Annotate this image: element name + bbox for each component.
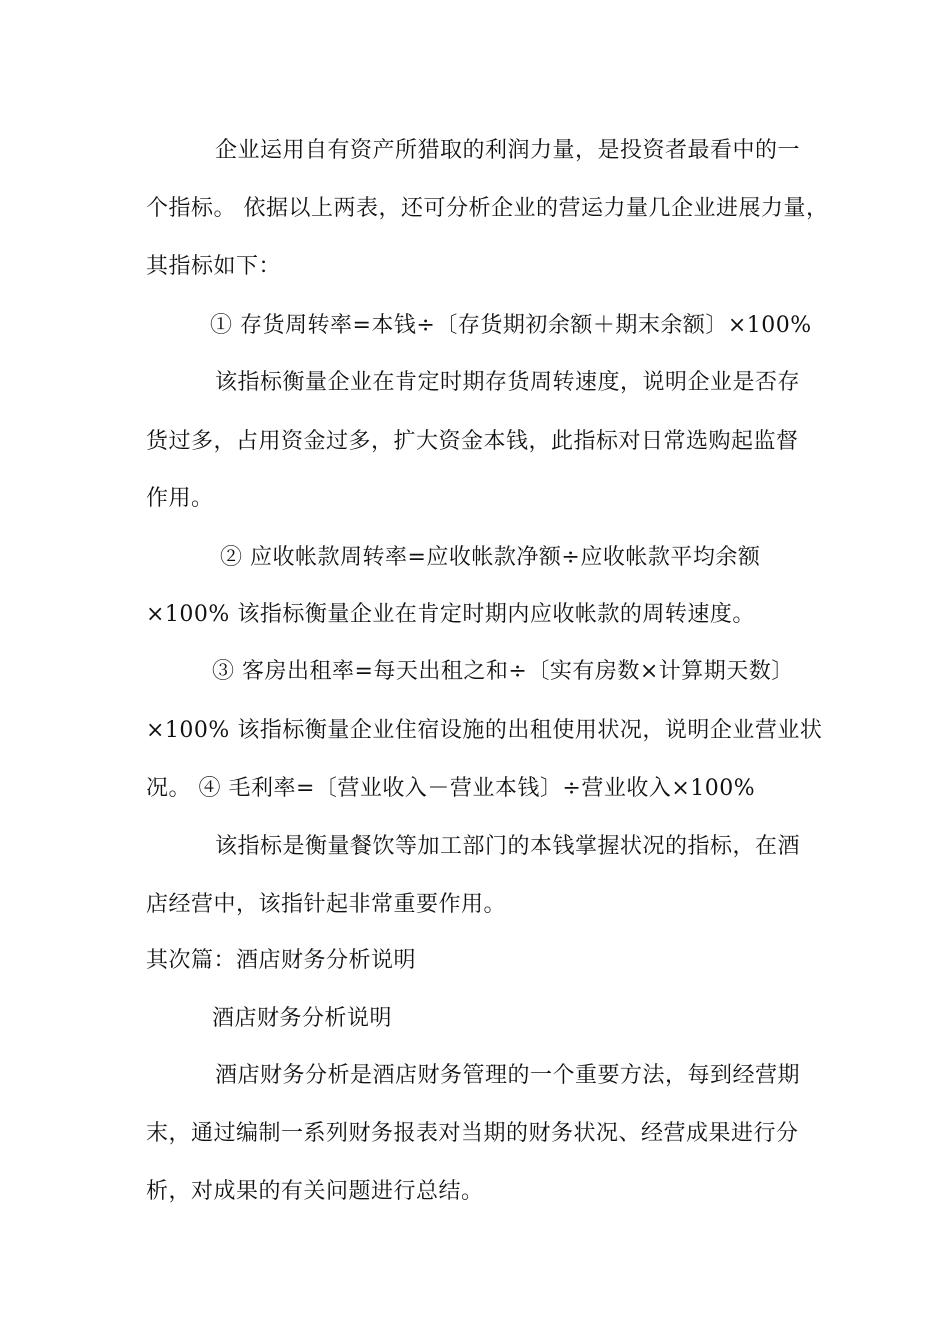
paragraph-line: 该指标是衡量餐饮等加工部门的本钱掌握状况的指标，在酒 xyxy=(215,834,801,859)
paragraph-line: 酒店财务分析是酒店财务管理的一个重要方法，每到经营期 xyxy=(215,1063,801,1088)
paragraph-line: ×100% 该指标衡量企业在肯定时期内应收帐款的周转速度。 xyxy=(146,602,755,627)
paragraph-line: ×100% 该指标衡量企业住宿设施的出租使用状况，说明企业营业状 xyxy=(146,718,823,743)
paragraph-line: 作用。 xyxy=(146,486,214,511)
paragraph-line: 个指标。 依据以上两表，还可分析企业的营运力量几企业进展力量， xyxy=(146,196,829,221)
formula-line: ② 应收帐款周转率=应收帐款净额÷应收帐款平均余额 xyxy=(220,545,761,570)
formula-line: ① 存货周转率=本钱÷〔存货期初余额＋期末余额〕×100% xyxy=(210,313,812,338)
paragraph-line: 其指标如下： xyxy=(146,254,282,279)
paragraph-line: 况。 ④ 毛利率=〔营业收入－营业本钱〕÷营业收入×100% xyxy=(146,776,756,801)
paragraph-line: 析，对成果的有关问题进行总结。 xyxy=(146,1179,484,1204)
paragraph-line: 货过多，占用资金过多，扩大资金本钱，此指标对日常选购起监督 xyxy=(146,429,799,454)
paragraph-line: 该指标衡量企业在肯定时期存货周转速度，说明企业是否存 xyxy=(215,370,801,395)
section-heading: 其次篇：酒店财务分析说明 xyxy=(146,948,417,973)
section-subheading: 酒店财务分析说明 xyxy=(212,1006,393,1031)
formula-line: ③ 客房出租率=每天出租之和÷〔实有房数×计算期天数〕 xyxy=(212,659,794,684)
paragraph-line: 店经营中，该指针起非常重要作用。 xyxy=(146,892,507,917)
paragraph-line: 末，通过编制一系列财务报表对当期的财务状况、经营成果进行分 xyxy=(146,1121,799,1146)
paragraph-line: 企业运用自有资产所猎取的利润力量，是投资者最看中的一 xyxy=(215,138,801,163)
